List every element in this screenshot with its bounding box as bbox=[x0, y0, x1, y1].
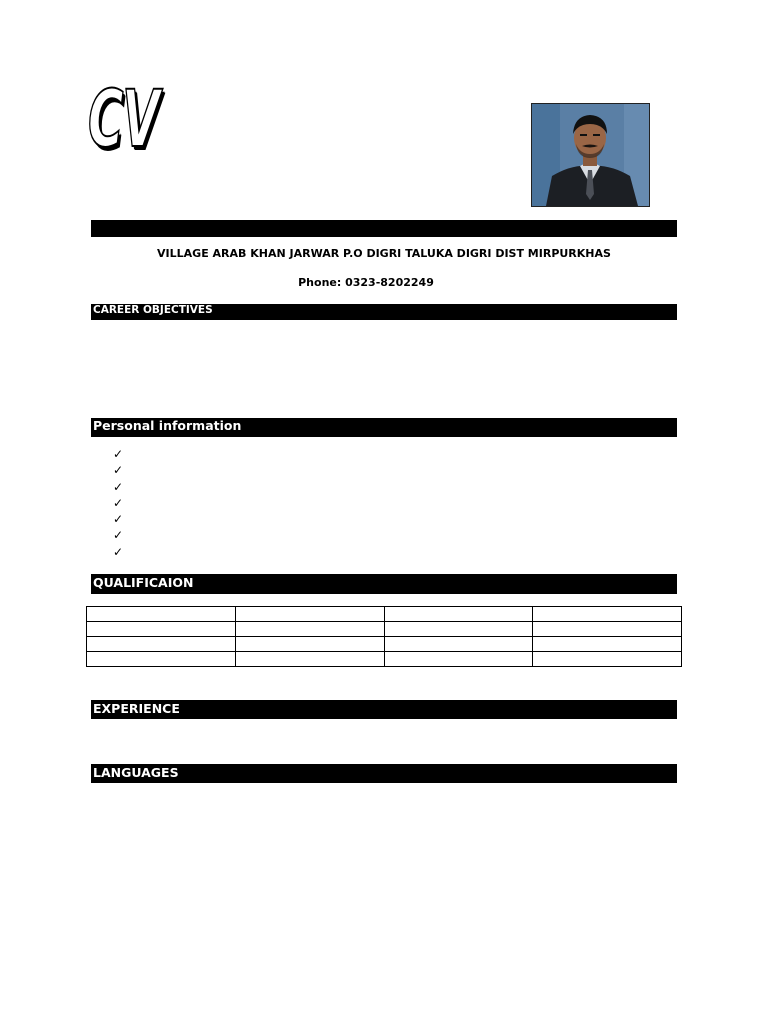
check-icon: ✓ bbox=[113, 447, 124, 461]
table-row bbox=[87, 607, 682, 622]
section-title: EXPERIENCE bbox=[93, 701, 180, 716]
table-row bbox=[87, 652, 682, 667]
check-icon: ✓ bbox=[113, 479, 124, 494]
check-icon: ✓ bbox=[113, 528, 124, 543]
section-title: QUALIFICAION bbox=[93, 575, 194, 590]
check-icon: ✓ bbox=[113, 544, 124, 559]
section-title: CAREER OBJECTIVES bbox=[93, 304, 213, 316]
section-title: Personal information bbox=[93, 418, 242, 433]
check-icon: ✓ bbox=[113, 463, 124, 478]
header-rule bbox=[91, 220, 677, 237]
person-portrait-icon bbox=[532, 104, 649, 206]
table-cell bbox=[384, 652, 533, 667]
section-qualification bbox=[91, 574, 677, 594]
table-cell bbox=[533, 607, 682, 622]
table-row bbox=[87, 622, 682, 637]
check-icon: ✓ bbox=[113, 512, 124, 527]
table-cell bbox=[235, 652, 384, 667]
section-title: LANGUAGES bbox=[93, 765, 179, 780]
qualification-table bbox=[86, 606, 682, 667]
table-cell bbox=[533, 622, 682, 637]
table-cell bbox=[87, 652, 236, 667]
table-cell bbox=[384, 622, 533, 637]
section-experience bbox=[91, 700, 677, 719]
table-cell bbox=[235, 637, 384, 652]
table-cell bbox=[87, 607, 236, 622]
table-cell bbox=[235, 607, 384, 622]
profile-photo bbox=[531, 103, 650, 207]
cv-logo: CV bbox=[88, 75, 159, 165]
check-icon: ✓ bbox=[113, 495, 124, 510]
table-cell bbox=[384, 607, 533, 622]
table-cell bbox=[384, 637, 533, 652]
table-cell bbox=[533, 652, 682, 667]
table-cell bbox=[87, 637, 236, 652]
table-row bbox=[87, 637, 682, 652]
section-languages bbox=[91, 764, 677, 783]
table-cell bbox=[87, 622, 236, 637]
phone-line: Phone: 0323-8202249 bbox=[298, 276, 434, 289]
section-personal-information bbox=[91, 418, 677, 437]
section-career-objectives bbox=[91, 304, 677, 320]
table-cell bbox=[533, 637, 682, 652]
address-line: VILLAGE ARAB KHAN JARWAR P.O DIGRI TALUKA DIGRI DIST MIRPURKHAS bbox=[157, 247, 611, 260]
personal-info-list bbox=[113, 446, 123, 560]
table-cell bbox=[235, 622, 384, 637]
